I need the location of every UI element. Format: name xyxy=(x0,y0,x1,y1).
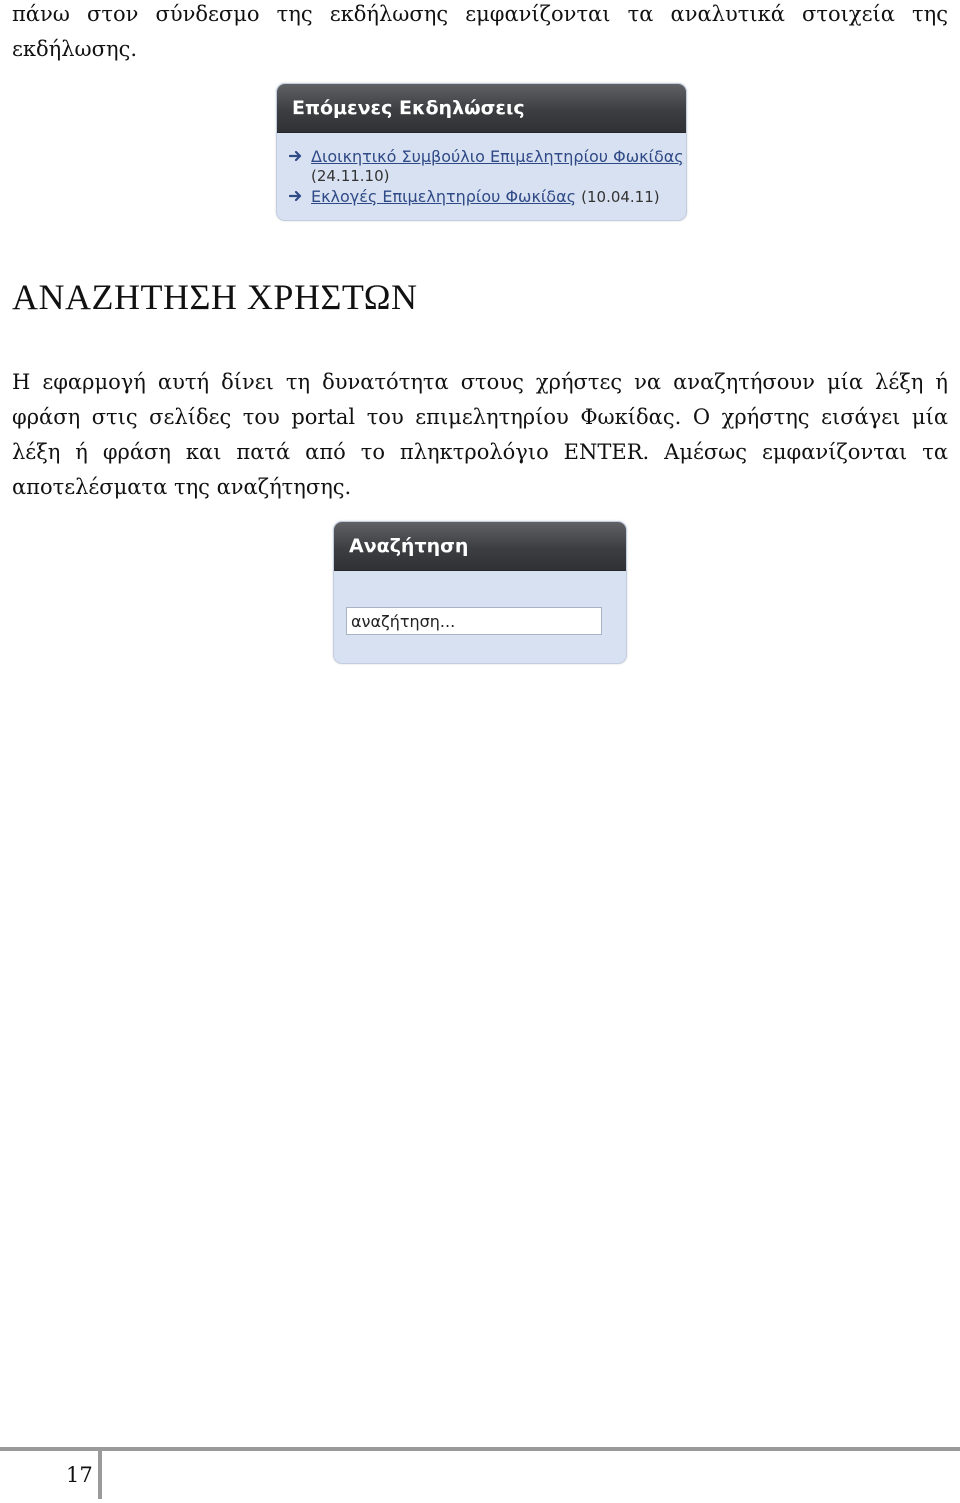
footer-vertical-divider xyxy=(98,1447,102,1499)
list-item xyxy=(289,187,686,207)
arrow-right-icon xyxy=(289,189,303,203)
event-link[interactable]: Εκλογές Επιμελητηρίου Φωκίδας xyxy=(311,187,577,206)
list-item xyxy=(289,147,686,186)
footer-divider xyxy=(0,1447,960,1451)
upcoming-events-widget xyxy=(276,83,687,221)
page-number: 17 xyxy=(66,1463,93,1487)
arrow-right-icon xyxy=(289,149,303,163)
event-link[interactable]: Διοικητικό Συμβούλιο Επιμελητηρίου Φωκίδας xyxy=(311,147,684,166)
section-heading: ΑΝΑΖΗΤΗΣΗ ΧΡΗΣΤΩΝ xyxy=(12,277,418,317)
search-widget-title: Αναζήτηση xyxy=(334,522,626,571)
event-date: (10.04.11) xyxy=(581,188,660,206)
search-widget xyxy=(333,521,627,664)
search-description-paragraph: Η εφαρμογή αυτή δίνει τη δυνατότητα στους χρήστες να αναζητήσουν μία λέξη ή φράση στις σελίδες του portal του επιμελητηρίου Φωκίδας. Ο χρήστης εισάγει μία λέξη ή φράση και πατά από το πληκτρολόγιο ENTER. Αμέσως εμφανίζονται τα αποτελέσματα της αναζήτησης. xyxy=(12,370,948,499)
events-widget-title: Επόμενες Εκδηλώσεις xyxy=(277,84,686,133)
event-list xyxy=(277,133,686,207)
intro-paragraph: πάνω στον σύνδεσμο της εκδήλωσης εμφανίζονται τα αναλυτικά στοιχεία της εκδήλωσης. xyxy=(12,2,948,61)
event-date: (24.11.10) xyxy=(311,167,390,185)
search-input[interactable] xyxy=(346,607,602,635)
